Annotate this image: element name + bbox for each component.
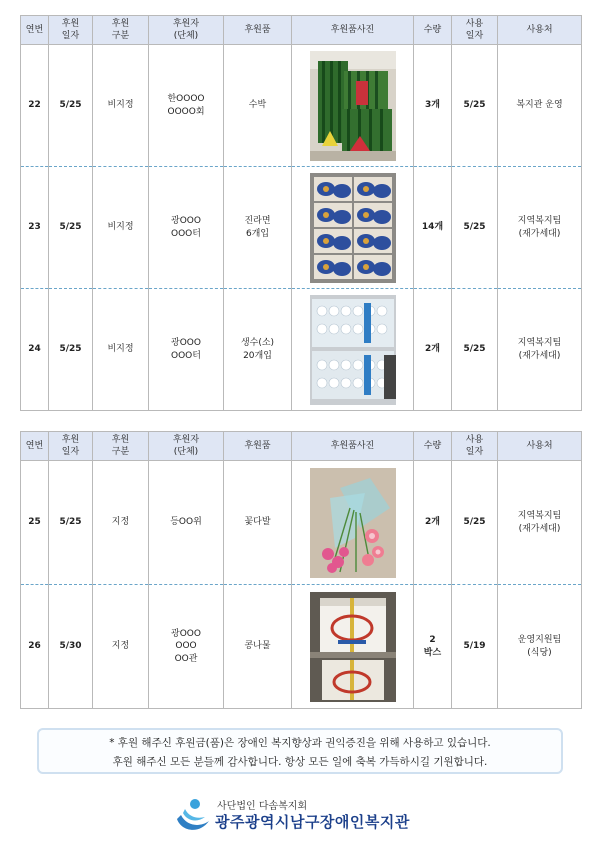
donation-table-1 (20, 15, 582, 411)
col-photo: 후원품사진 (292, 16, 414, 45)
cell-item: 진라면 6개입 (224, 167, 292, 289)
col-place: 사용처 (498, 432, 582, 461)
cell-use-date: 5/19 (452, 585, 498, 709)
col-date: 후원 일자 (49, 432, 93, 461)
cell-item: 콩나물 (224, 585, 292, 709)
cell-date: 5/25 (49, 461, 93, 585)
organization-subtitle: 사단법인 다솜복지회 (217, 801, 308, 812)
table-header-row (21, 16, 582, 45)
cell-photo (292, 585, 414, 709)
cell-place: 복지관 운영 (498, 45, 582, 167)
cell-use-date: 5/25 (452, 289, 498, 411)
cell-donor: 광OOO OOO터 (149, 289, 224, 411)
cell-type: 비지정 (93, 167, 149, 289)
col-type: 후원 구분 (93, 16, 149, 45)
col-item: 후원품 (224, 432, 292, 461)
table-row (21, 461, 582, 585)
cell-qty: 2개 (414, 461, 452, 585)
cell-photo (292, 289, 414, 411)
cell-no: 26 (21, 585, 49, 709)
cell-donor: 광OOO OOO OO관 (149, 585, 224, 709)
ramen-photo (310, 173, 396, 283)
organization-emblem-icon (175, 797, 211, 835)
cell-type: 지정 (93, 585, 149, 709)
col-qty: 수량 (414, 432, 452, 461)
cell-use-date: 5/25 (452, 167, 498, 289)
bean-sprout-box-photo (310, 592, 396, 702)
cell-place: 지역복지팀 (재가세대) (498, 289, 582, 411)
col-photo: 후원품사진 (292, 432, 414, 461)
table-row (21, 585, 582, 709)
col-use-date: 사용 일자 (452, 432, 498, 461)
bouquet-photo (310, 468, 396, 578)
cell-place: 운영지원팀 (식당) (498, 585, 582, 709)
cell-use-date: 5/25 (452, 45, 498, 167)
col-donor: 후원자 (단체) (149, 432, 224, 461)
cell-no: 22 (21, 45, 49, 167)
col-donor: 후원자 (단체) (149, 16, 224, 45)
watermelon-photo (310, 51, 396, 161)
table-header-row (21, 432, 582, 461)
col-item: 후원품 (224, 16, 292, 45)
cell-type: 비지정 (93, 45, 149, 167)
cell-no: 25 (21, 461, 49, 585)
water-photo (310, 295, 396, 405)
cell-donor: 광OOO OOO터 (149, 167, 224, 289)
cell-item: 꽃다발 (224, 461, 292, 585)
cell-type: 지정 (93, 461, 149, 585)
cell-date: 5/25 (49, 289, 93, 411)
cell-type: 비지정 (93, 289, 149, 411)
cell-item: 수박 (224, 45, 292, 167)
cell-no: 24 (21, 289, 49, 411)
organization-name: 광주광역시남구장애인복지관 (215, 813, 410, 831)
thank-you-notice (37, 728, 563, 774)
cell-donor: 한OOOO OOOO회 (149, 45, 224, 167)
notice-line-2: 후원 해주신 모든 분들께 감사합니다. 항상 모든 일에 축복 가득하시길 기원합니다. (112, 756, 488, 768)
cell-no: 23 (21, 167, 49, 289)
donation-table-2 (20, 431, 582, 709)
cell-qty: 2개 (414, 289, 452, 411)
cell-date: 5/30 (49, 585, 93, 709)
col-date: 후원 일자 (49, 16, 93, 45)
cell-date: 5/25 (49, 167, 93, 289)
col-use-date: 사용 일자 (452, 16, 498, 45)
table-row (21, 167, 582, 289)
cell-place: 지역복지팀 (재가세대) (498, 167, 582, 289)
cell-photo (292, 461, 414, 585)
col-place: 사용처 (498, 16, 582, 45)
organization-logo (175, 795, 435, 839)
col-no: 연번 (21, 432, 49, 461)
cell-place: 지역복지팀 (재가세대) (498, 461, 582, 585)
table-row (21, 45, 582, 167)
cell-photo (292, 45, 414, 167)
col-type: 후원 구분 (93, 432, 149, 461)
table-row (21, 289, 582, 411)
cell-qty: 14개 (414, 167, 452, 289)
col-no: 연번 (21, 16, 49, 45)
col-qty: 수량 (414, 16, 452, 45)
cell-donor: 등OO위 (149, 461, 224, 585)
cell-qty: 3개 (414, 45, 452, 167)
cell-date: 5/25 (49, 45, 93, 167)
notice-line-1: * 후원 해주신 후원금(품)은 장애인 복지향상과 권익증진을 위해 사용하고 있습니다. (109, 737, 491, 749)
cell-use-date: 5/25 (452, 461, 498, 585)
cell-qty: 2 박스 (414, 585, 452, 709)
cell-item: 생수(소) 20개입 (224, 289, 292, 411)
cell-photo (292, 167, 414, 289)
